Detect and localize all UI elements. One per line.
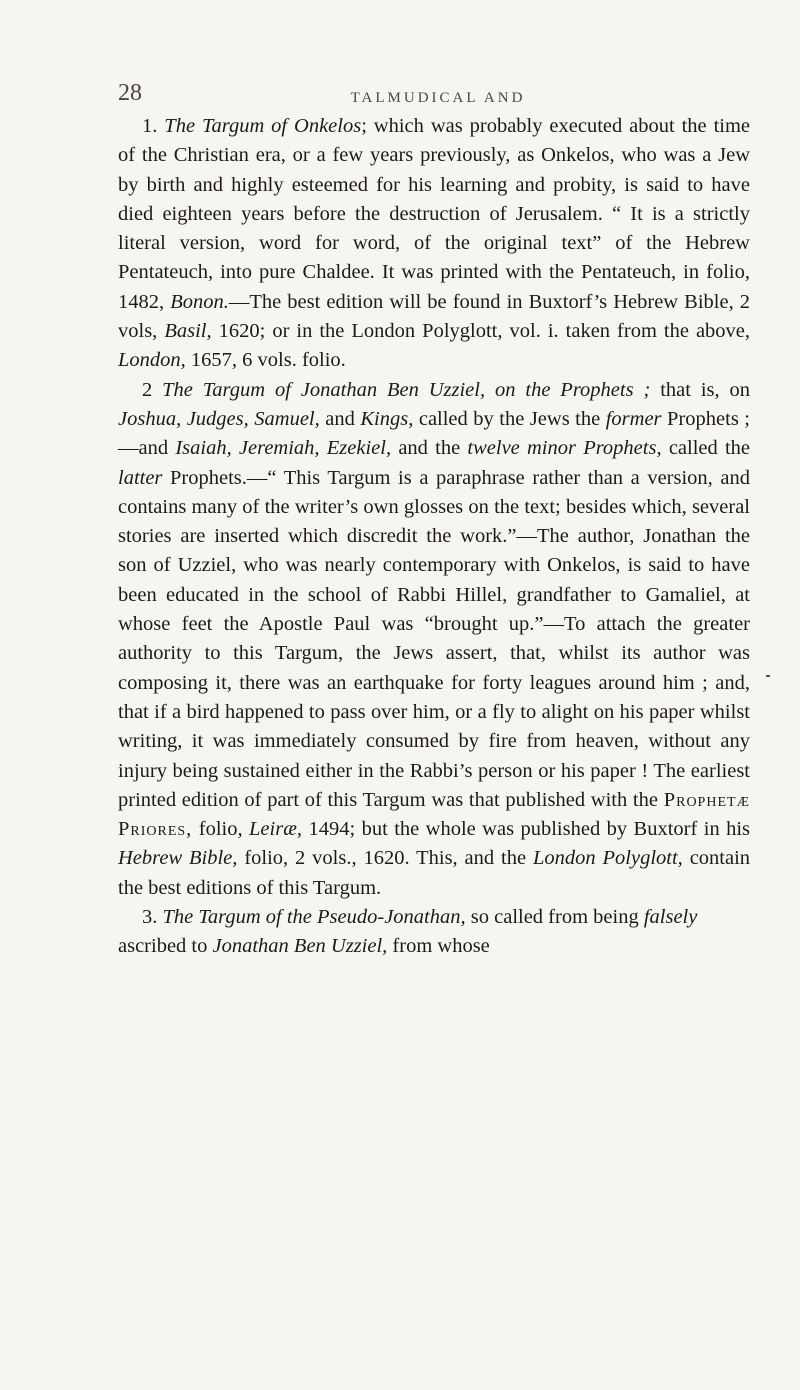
title-targum-onkelos: The Targum of Onkelos bbox=[164, 115, 362, 137]
paragraph-onkelos: 1. The Targum of Onkelos; which was probably executed about the time of the Christian era, or a few years previously, as Onkelos, who was a Jew by birth and highly esteemed for his learning and probity, is said to have died eighteen years before the destruction of Jerusalem. “ It is a strictly literal version, word for word, of the original text” of the Hebrew Pentateuch, into pure Chaldee. It was printed with the Pentateuch, in folio, 1482, Bonon.—The best edition will be found in Buxtorf’s Hebrew Bible, 2 vols, Basil, 1620; or in the London Polyglott, vol. i. taken from the above, London, 1657, 6 vols. folio. bbox=[118, 115, 751, 372]
paragraph-pseudo-jonathan: 3. The Targum of the Pseudo-Jonathan, so called from being falsely ascribed to Jonathan Ben Uzziel, from whose bbox=[118, 906, 698, 958]
body-text bbox=[118, 112, 750, 962]
paragraph-jonathan-ben-uzziel: 2 The Targum of Jonathan Ben Uzziel, on the Prophets ; that is, on Joshua, Judges, Samuel, and Kings, called by the Jews the former Prophets ;—and Isaiah, Jeremiah, Ezekiel, and the twelve minor Prophets, called the latter Prophets.—“ This Targum is a paraphrase rather than a version, and contains many of the writer’s own glosses on the text; besides which, several stories are inserted which discredit the work.”—The author, Jonathan the son of Uzziel, who was nearly contemporary with Onkelos, is said to have been educated in the school of Rabbi Hillel, grandfather to Gamaliel, at whose feet the Apostle Paul was “brought up.”—To attach the greater authority to this Targum, the Jews assert, that, whilst its author was composing it, there was an earthquake for forty leagues around him ; and, that if a bird happened to pass over him, or a fly to alight on his paper whilst writing, it was immediately consumed by fire from heaven, without any injury being sustained either in the Rabbi’s person or his paper ! The earliest printed edition of part of this Targum was that published with the Prophetæ Priores, folio, Leiræ, 1494; but the whole was published by Buxtorf in his Hebrew Bible, folio, 2 vols., 1620. This, and the London Polyglott, contain the best editions of this Targum. bbox=[118, 378, 751, 899]
page-number: 28 bbox=[118, 80, 142, 106]
running-head bbox=[118, 80, 758, 110]
ink-speck bbox=[766, 675, 770, 677]
title-targum-jonathan: The Targum of Jonathan Ben Uzziel, on the Prophets ; bbox=[162, 378, 651, 401]
title-targum-pseudo-jonathan: The Targum of the Pseudo-Jonathan, bbox=[162, 906, 466, 929]
running-title: TALMUDICAL AND bbox=[350, 90, 526, 106]
